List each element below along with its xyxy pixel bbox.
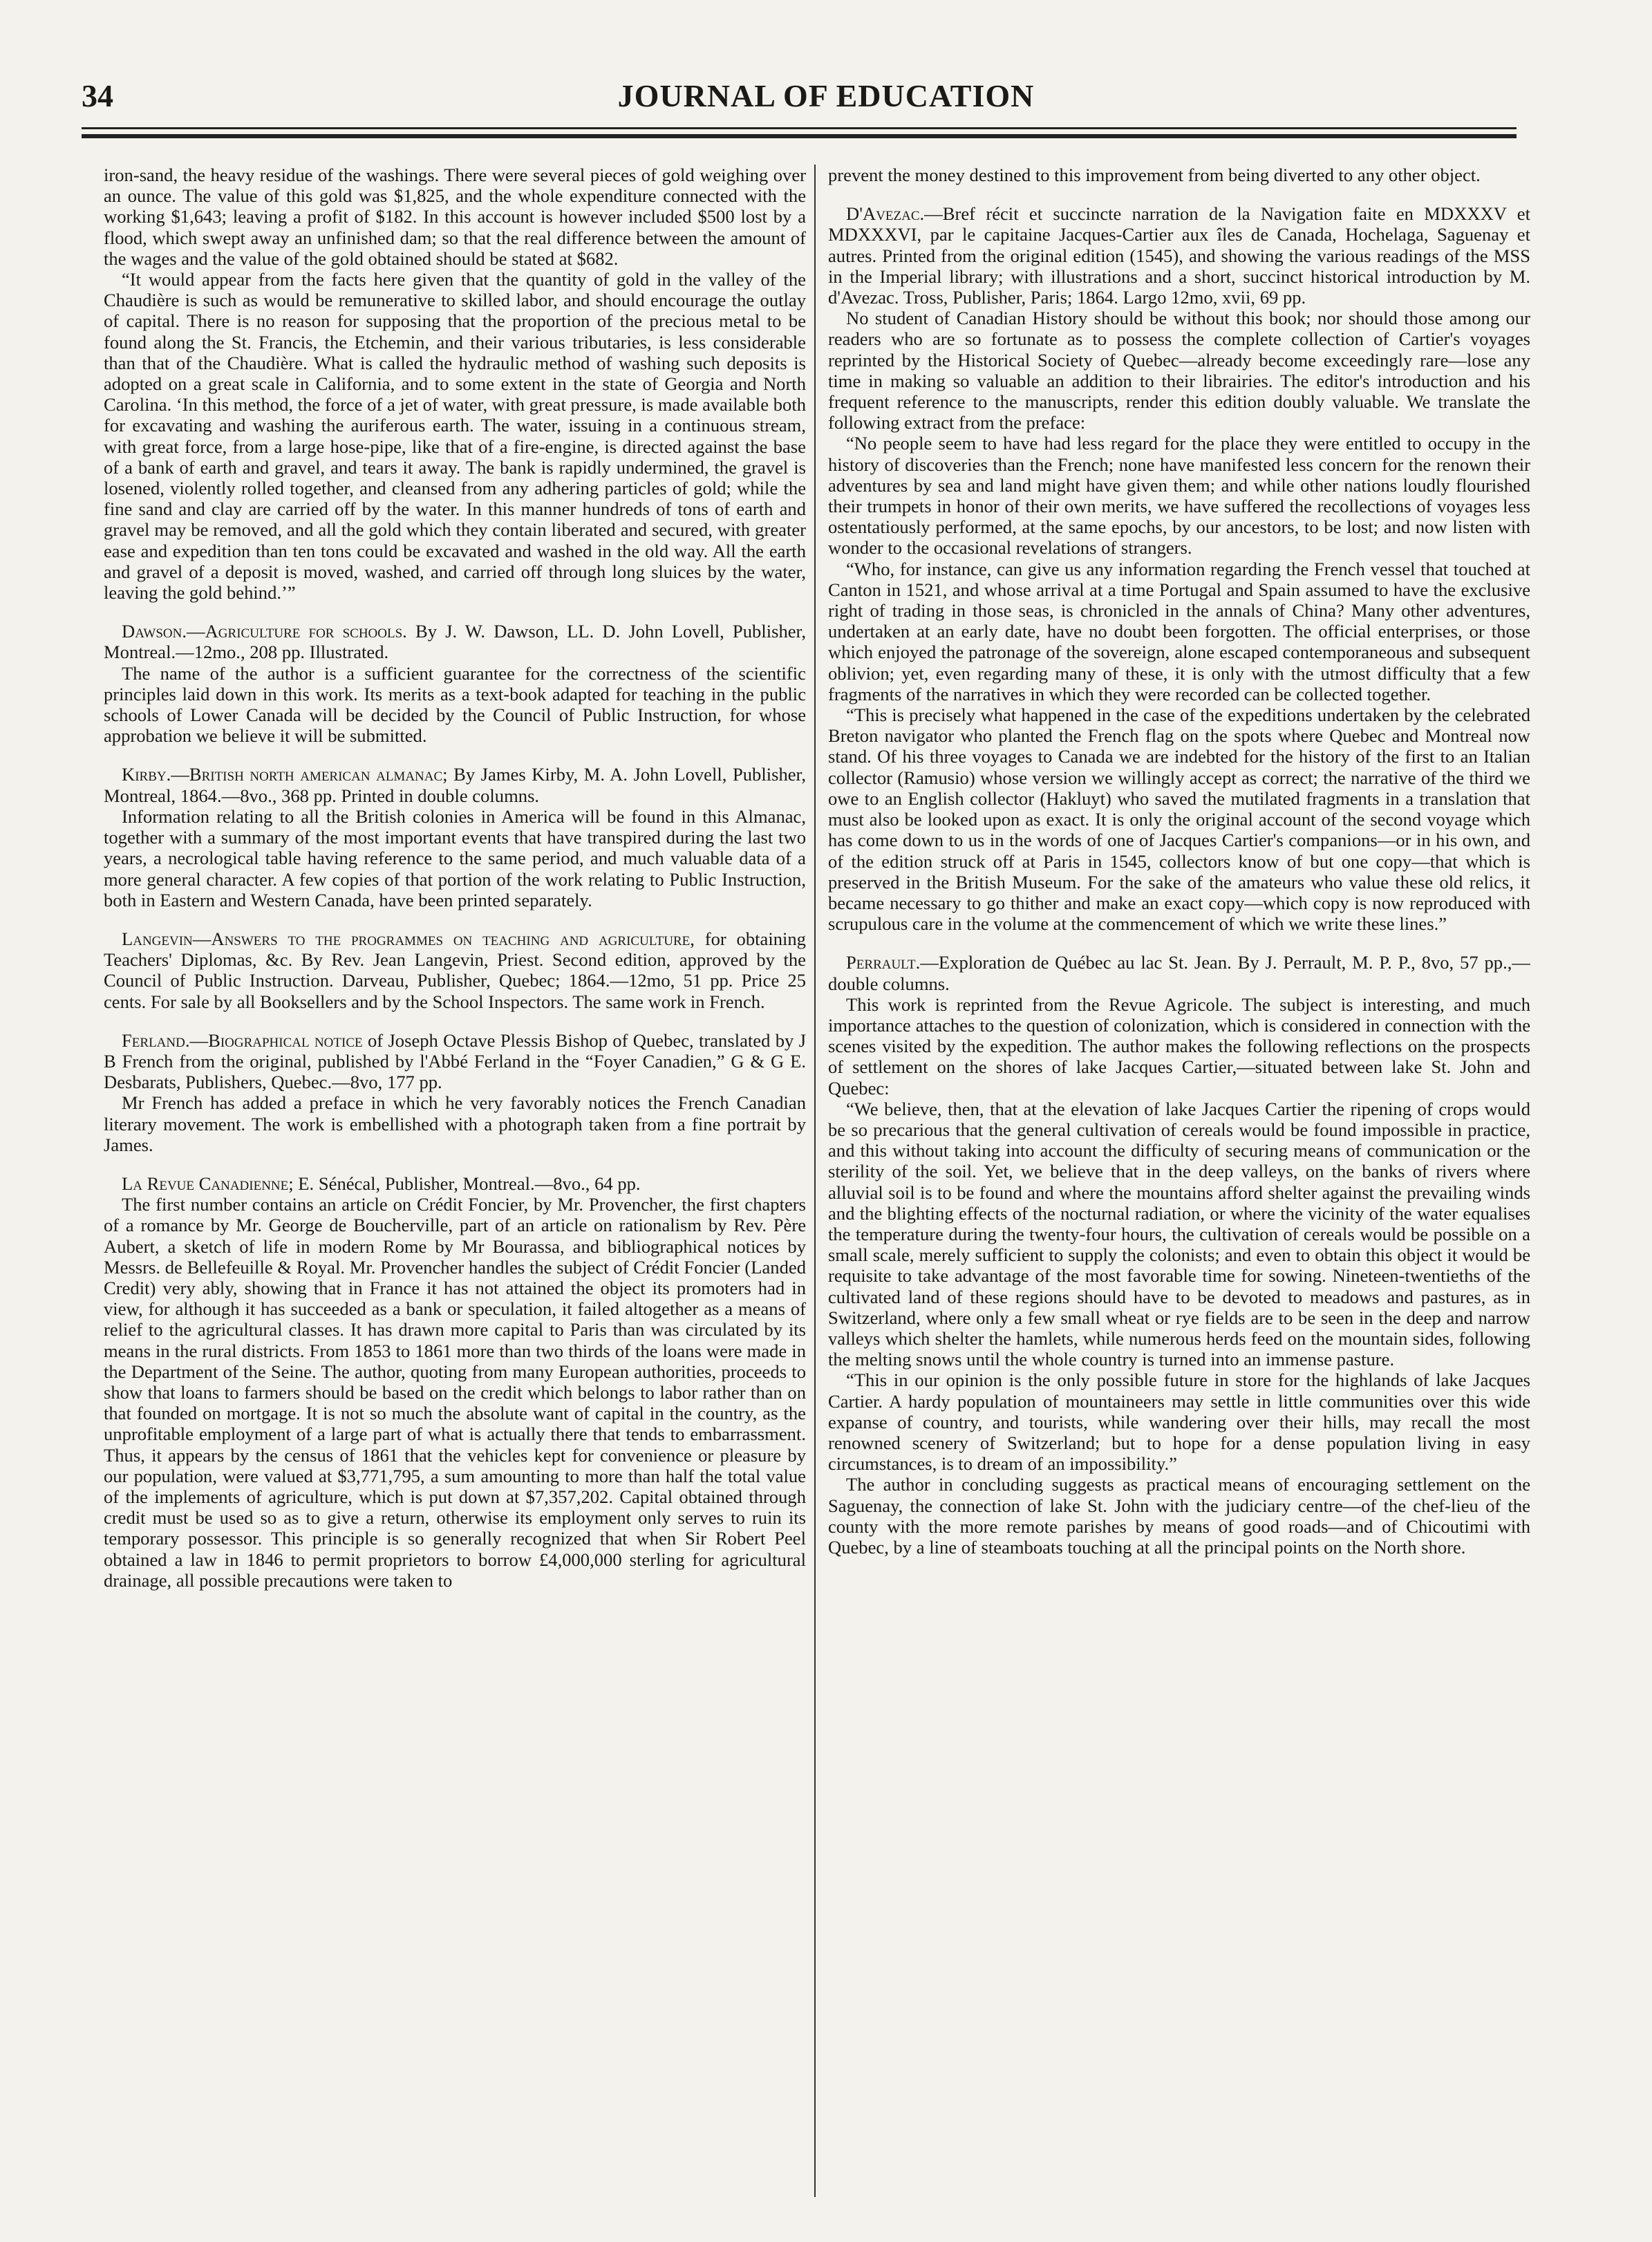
body-paragraph: This work is reprinted from the Revue Agricole. The subject is interesting, and much importance attaches to the question of colonization, which is considered in connection with the scenes visited by the expedition. The author makes the following reflections on the prospects of settlement on the shores of lake Jacques Cartier,—situated between lake St. John and Quebec: — [828, 993, 1530, 1099]
entry-citation: E. Sénécal, Publisher, Montreal.—8vo., 64 pp. — [293, 1173, 641, 1194]
entry-lead: Perrault.— — [846, 952, 939, 973]
body-paragraph: The first number contains an article on Crédit Foncier, by Mr. Provencher, the first chapters of a romance by Mr. George de Boucherville, part of an article on rationalism by Rev. Père Aubert, a sketch of life in modern Rome by Mr Bourassa, and bibliographical notices by Messrs. de Bellefeuille & Royal. Mr. Provencher handles the subject of Crédit Foncier (Landed Credit) very ably, showing that in France it has not attained the object its promoters had in view, for although it has succeeded as a bank or speculation, it failed altogether as a means of relief to the agricultural classes. It has drawn more capital to Paris than was circulated by its means in the rural districts. From 1853 to 1861 more than two thirds of the loans were made in the Department of the Seine. The author, quoting from many European authorities, proceeds to show that loans to farmers should be based on the credit which belongs to labor rather than on that founded on mortgage. It is not so much the absolute want of capital in the country, as the unprofitable employment of a large part of what is actually there that tends to embarrassment. Thus, it appears by the census of 1861 that the vehicles kept for convenience or pleasure by our population, were valued at $3,771,795, a sum amounting to more than half the total value of the implements of agriculture, which is put down at $7,357,202. Capital obtained through credit must be used so as to give a return, otherwise its employment only serves to ruin its temporary possessor. This principle is so generally recognized that when Sir Robert Peel obtained a law in 1846 to permit proprietors to borrow £4,000,000 sterling for agricultural drainage, all possible precautions were taken to — [104, 1194, 806, 1591]
body-paragraph: Mr French has added a preface in which he very favorably notices the French Canadian literary movement. The work is embellished with a photograph taken from a fine portrait by James. — [104, 1092, 806, 1155]
body-paragraph: No student of Canadian History should be without this book; nor should those among our readers who are so fortunate as to possess the complete collection of Cartier's voyages reprinted by the Historical Society of Quebec—already become exceedingly rare—lose any time in making so valuable an addition to their librairies. The editor's introduction and his frequent reference to the manuscripts, render this edition doubly valuable. We translate the following extract from the preface: — [828, 308, 1530, 433]
header-rule-thick — [82, 134, 1517, 138]
entry-lead: Ferland.—Biographical notice — [122, 1029, 363, 1051]
entry-citation: By James Kirby, M. A. John Lovell, Publisher, Montreal, 1864.—8vo., 368 pp. Printed in double columns. — [104, 764, 806, 806]
column-divider — [814, 165, 816, 2197]
review-entry-heading — [104, 764, 806, 805]
running-title: JOURNAL OF EDUCATION — [617, 78, 1035, 113]
page-number: 34 — [82, 78, 113, 113]
review-entry-heading — [828, 203, 1530, 308]
body-paragraph: “It would appear from the facts here given that the quantity of gold in the valley of the Chaudière is such as would be remunerative to skilled labor, and should encourage the outlay of capital. There is no reason for supposing that the proportion of the precious metal to be found along the St. Francis, the Etchemin, and their various tributaries, is less considerable than that of the Chaudière. What is called the hydraulic method of washing such deposits is adopted on a great scale in California, and to some extent in the state of Georgia and North Carolina. ‘In this method, the force of a jet of water, with great pressure, is made available both for excavating and washing the auriferous earth. The water, issuing in a continuous stream, with great force, from a large hose-pipe, like that of a fire-engine, is directed against the base of a bank of earth and gravel, and tears it away. The bank is rapidly undermined, the gravel is losened, violently rolled together, and cleansed from any adhering particles of gold; while the fine sand and clay are carried off by the water. In this manner hundreds of tons of earth and gravel may be removed, and all the gold which they contain liberated and secured, with greater ease and expedition than ten tons could be excavated and washed in the old way. All the earth and gravel of a deposit is moved, washed, and carried off through long sluices by the water, leaving the gold behind.’” — [104, 269, 806, 604]
entry-citation: of Joseph Octave Plessis Bishop of Quebec, translated by J B French from the original, published by l'Abbé Ferland in the “Foyer Canadien,” G & G E. Desbarats, Publishers, Quebec.—8vo, 177 pp. — [104, 1029, 806, 1093]
entry-lead: Kirby.—British north american almanac; — [122, 764, 448, 785]
header-rule-thin — [82, 127, 1517, 129]
body-paragraph: The name of the author is a sufficient guarantee for the correctness of the scientific principles laid down in this work. Its merits as a text-book adapted for teaching in the public schools of Lower Canada will be decided by the Council of Public Instruction, for whose approbation we believe it will be submitted. — [104, 662, 806, 747]
body-paragraph: “This is precisely what happened in the case of the expeditions undertaken by the celebrated Breton navigator who planted the French flag on the spots where Quebec and Montreal now stand. Of his three voyages to Canada we are indebted for the history of the first to an Italian collector (Ramusio) whose version we willingly accept as correct; the narrative of the third we owe to an English collector (Hakluyt) who saved the mutilated fragments in a translation that must also be looked upon as exact. It is only the original account of the second voyage which has come down to us in the words of one of Jacques Cartier's companions—or in his own, and of the edition struck off at Paris in 1545, collectors know of but one copy—that which is preserved in the British Museum. For the sake of the amateurs who value these old relics, it became necessary to go thither and make an exact copy—which copy is now reproduced with scrupulous care in the volume at the commencement of which we write these lines.” — [828, 704, 1530, 935]
review-entry-heading — [104, 1030, 806, 1093]
entry-citation: Bref récit et succincte narration de la Navigation faite en MDXXXV et MDXXXVI, par le capitaine Jacques-Cartier aux îles de Canada, Hochelaga, Saguenay et autres. Printed from the original edition (1545), and showing the various readings of the MSS in the Imperial library; with illustrations and a short, succinct historical introduction by M. d'Avezac. Tross, Publisher, Paris; 1864. Largo 12mo, xvii, 69 pp. — [828, 203, 1530, 308]
body-paragraph: “This in our opinion is the only possible future in store for the highlands of lake Jacques Cartier. A hardy population of mountaineers may settle in little communities over this wide expanse of country, and tourists, while wandering over their hills, may recall the most renowned scenery of Switzerland; but to hope for a dense population living in easy circumstances, is to dream of an impossibility.” — [828, 1370, 1530, 1475]
review-entry-heading — [104, 1173, 806, 1194]
entry-lead: Dawson.—Agriculture for schools. — [122, 621, 407, 642]
review-entry-heading — [104, 621, 806, 662]
entry-citation: Exploration de Québec au lac St. Jean. By J. Perrault, M. P. P., 8vo, 57 pp.,—double columns. — [828, 952, 1530, 994]
entry-lead: D'Avezac.— — [846, 203, 943, 225]
entry-citation: By J. W. Dawson, LL. D. John Lovell, Publisher, Montreal.—12mo., 208 pp. Illustrated. — [104, 621, 806, 663]
body-paragraph: Information relating to all the British colonies in America will be found in this Almanac, together with a summary of the most important events that have transpired during the last two years, a necrological table having reference to the same period, and much valuable data of a more general character. A few copies of that portion of the work relating to Public Instruction, both in Eastern and Western Canada, have been printed separately. — [104, 805, 806, 910]
review-entry-heading — [104, 928, 806, 1012]
entry-lead: La Revue Canadienne; — [122, 1173, 294, 1194]
body-paragraph: prevent the money destined to this improvement from being diverted to any other object. — [828, 165, 1481, 185]
column-right — [828, 165, 1530, 2197]
body-paragraph: The author in concluding suggests as practical means of encouraging settlement on the Saguenay, the connection of lake St. John with the judiciary centre—of the chef-lieu of the county with the more remote parishes by means of good roads—and of Chicoutimi with Quebec, by a line of steamboats touching at all the principal points on the North shore. — [828, 1474, 1530, 1558]
body-paragraph: “We believe, then, that at the elevation of lake Jacques Cartier the ripening of crops would be so precarious that the general cultivation of cereals would be found impossible in practice, and this without taking into account the difficulty of securing means of communication or the sterility of the soil. Yet, we believe that in the deep valleys, on the banks of rivers where alluvial soil is to be found and where the mountains afford shelter against the prevailing winds and the blighting effects of the nocturnal radiation, or where the vicinity of the water equalises the temperature during the twenty-four hours, the cultivation of cereals would be possible on a small scale, merely sufficient to supply the colonists; and even to obtain this object it would be requisite to take advantage of the most favorable time for sowing. Nineteen-twentieths of the cultivated land of these regions should have to be devoted to meadows and pastures, as in Switzerland, where only a few small wheat or rye fields are to be seen in the deep and narrow valleys which shelter the hamlets, while numerous herds feed on the mountain sides, following the melting snows until the whole country is turned into an immense pasture. — [828, 1098, 1530, 1370]
body-paragraph: iron-sand, the heavy residue of the washings. There were several pieces of gold weighing over an ounce. The value of this gold was $1,825, and the whole expenditure connected with the working $1,643; leaving a profit of $182. In this account is however included $500 lost by a flood, which swept away an unfinished dam; so that the real difference between the amount of the wages and the value of the gold obtained should be stated at $682. — [104, 165, 806, 269]
entry-citation: for obtaining Teachers' Diplomas, &c. By Rev. Jean Langevin, Priest. Second edition, approved by the Council of Public Instruction. Darveau, Publisher, Quebec; 1864.—12mo, 51 pp. Price 25 cents. For sale by all Booksellers and by the School Inspectors. The same work in French. — [104, 928, 806, 1012]
body-paragraph: “No people seem to have had less regard for the place they were entitled to occupy in the history of discoveries than the French; none have manifested less concern for the renown their adventures by sea and land might have given them; and while other nations loudly flourished their trumpets in honor of their own merits, we have suffered the recollections of voyages less ostentatiously performed, at the same epochs, by our ancestors, to be lost; and now listen with wonder to the occasional revelations of strangers. — [828, 433, 1530, 559]
body-paragraph: “Who, for instance, can give us any information regarding the French vessel that touched at Canton in 1521, and whose arrival at a time Portugal and Spain assumed to have the exclusive right of trading in those seas, is chronicled in the annals of China? Many other adventures, undertaken at an early date, have no doubt been forgotten. The official enterprises, or those which enjoyed the patronage of the sovereign, alone escaped contemporaneous and subsequent oblivion; yet, even regarding many of these, it is only with the utmost difficulty that a few fragments of the narratives in which they were recorded can be collected together. — [828, 558, 1530, 704]
entry-lead: Langevin—Answers to the programmes on teaching and agriculture, — [122, 928, 695, 949]
column-left — [104, 165, 806, 2197]
review-entry-heading — [828, 952, 1530, 993]
